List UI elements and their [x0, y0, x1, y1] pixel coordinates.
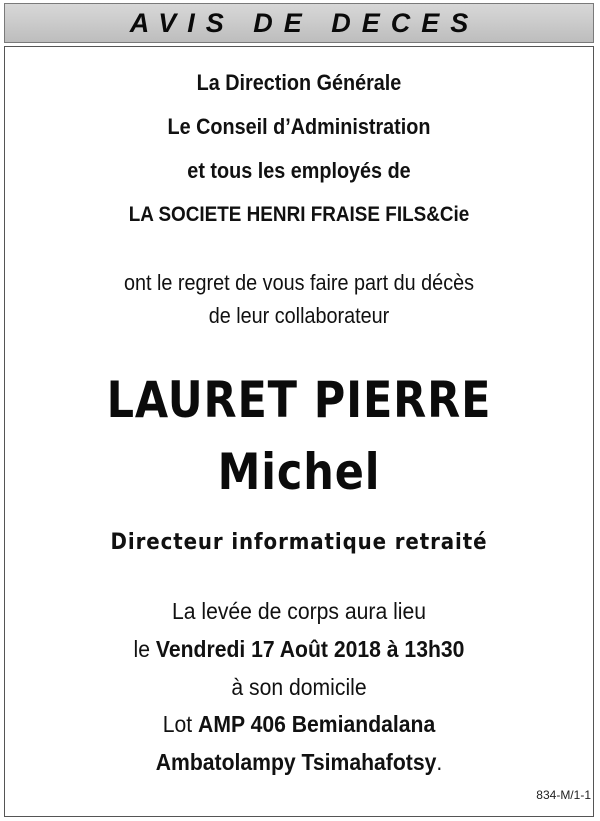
funeral-address-2: Ambatolampy Tsimahafotsy — [155, 749, 437, 775]
funeral-date: Vendredi 17 Août 2018 à 13h30 — [155, 636, 465, 662]
funeral-line-5-suffix: . — [436, 749, 443, 775]
funeral-address-1: AMP 406 Bemiandalana — [198, 711, 436, 737]
deceased-position: Directeur informatique retraité — [110, 530, 488, 555]
funeral-line-1: La levée de corps aura lieu — [171, 598, 427, 624]
regret-line-1: ont le regret de vous faire part du décès — [123, 270, 475, 295]
notice-header-bar — [4, 3, 594, 43]
funeral-line-2 — [29, 636, 570, 663]
org-line-direction: La Direction Générale — [196, 70, 402, 95]
regret-line-2: de leur collaborateur — [208, 303, 390, 328]
funeral-line-4-prefix: Lot — [162, 711, 199, 737]
notice-frame — [4, 46, 594, 817]
funeral-line-5 — [29, 749, 570, 776]
funeral-line-3: à son domicile — [231, 674, 367, 700]
deceased-firstname: Michel — [217, 443, 381, 501]
org-line-employes: et tous les employés de — [187, 158, 411, 183]
funeral-line-4 — [29, 711, 570, 738]
funeral-line-2-prefix: le — [133, 636, 156, 662]
notice-header-title: AVIS DE DECES — [129, 7, 480, 38]
org-line-company: LA SOCIETE HENRI FRAISE FILS&Cie — [128, 203, 470, 226]
org-line-conseil: Le Conseil d’Administration — [167, 114, 431, 139]
deceased-surname: LAURET PIERRE — [106, 371, 492, 429]
reference-code: 834-M/1-1 — [536, 788, 591, 802]
